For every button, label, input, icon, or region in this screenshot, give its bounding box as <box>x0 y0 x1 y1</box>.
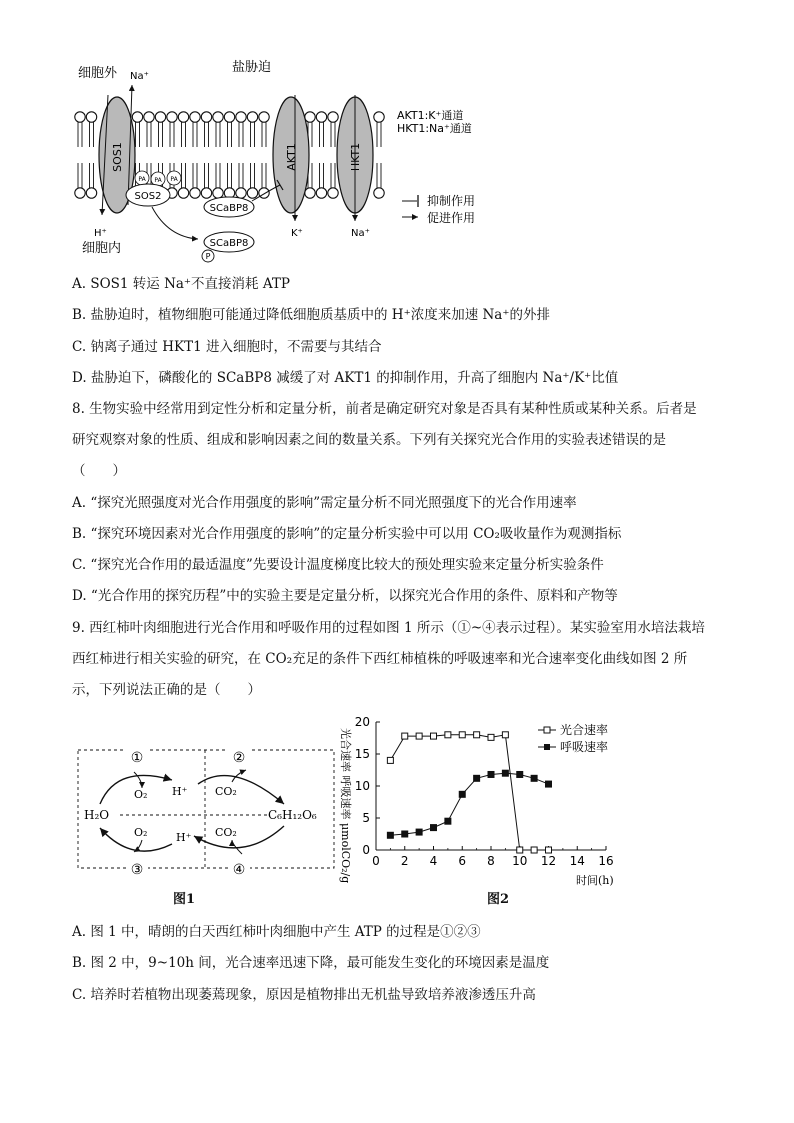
q9-option-b: B. 图 2 中，9~10h 间，光合速率迅速下降，最可能发生变化的环境因素是温度 <box>72 955 550 971</box>
phosphate-label: P <box>205 252 211 261</box>
o2-top-label: O₂ <box>134 788 148 801</box>
data-point-1 <box>502 770 508 776</box>
data-point-1 <box>474 775 480 781</box>
data-point-1 <box>531 775 537 781</box>
figure2-caption: 图2 <box>487 892 510 907</box>
akt1-label: AKT1 <box>285 143 298 171</box>
legend-hkt1: HKT1:Na⁺通道 <box>397 122 472 135</box>
q7-option-d: D. 盐胁迫下，磷酸化的 SCaBP8 减缓了对 AKT1 的抑制作用，升高了细胞内 Na⁺/K⁺比值 <box>72 370 619 386</box>
y-tick-label: 10 <box>354 779 370 793</box>
q9-stem-3: 示，下列说法正确的是（ ） <box>72 682 261 698</box>
data-point-0 <box>459 732 465 738</box>
co2-top-label: CO₂ <box>215 785 237 798</box>
q8-option-d: D. “光合作用的探究历程”中的实验主要是定量分析，以探究光合作用的条件、原料和产物等 <box>72 588 618 604</box>
h-bottom-label: H⁺ <box>94 228 107 239</box>
scabp8-label-a: SCaBP8 <box>209 203 249 214</box>
x-tick-label: 2 <box>400 854 409 868</box>
x-tick-label: 6 <box>458 854 467 868</box>
q8-stem-3: （ ） <box>72 463 126 479</box>
pa-label-2: PA <box>154 177 162 184</box>
data-point-0 <box>445 732 451 738</box>
scabp8-label-b: SCaBP8 <box>209 238 249 249</box>
h-top-label: H⁺ <box>172 785 188 798</box>
data-point-1 <box>431 825 437 831</box>
x-tick-label: 10 <box>512 854 528 868</box>
q9-stem-1: 9. 西红柿叶肉细胞进行光合作用和呼吸作用的过程如图 1 所示（①~④表示过程）。某实验室用水培法栽培 <box>72 620 705 636</box>
data-point-1 <box>546 781 552 787</box>
x-tick-label: 12 <box>540 854 557 868</box>
k-bottom-label: K⁺ <box>291 228 303 239</box>
legend-inhibit: 抑制作用 <box>427 194 476 208</box>
q8-stem-1: 8. 生物实验中经常用到定性分析和定量分析，前者是确定研究对象是否具有某种性质或某种关系。后者是 <box>72 401 697 417</box>
x-tick-label: 4 <box>429 854 438 868</box>
process-2-label: ② <box>232 750 246 766</box>
o2-bottom-label: O₂ <box>134 826 148 839</box>
legend-marker-resp <box>544 744 550 750</box>
legend-photosynthesis: 光合速率 <box>560 723 609 737</box>
y-tick-label: 15 <box>354 747 370 761</box>
y-tick-label: 5 <box>362 811 370 825</box>
process-3-label: ③ <box>130 862 144 878</box>
process-1-label: ① <box>130 750 144 766</box>
data-point-1 <box>517 771 523 777</box>
x-tick-label: 14 <box>569 854 585 868</box>
salt-stress-label: 盐胁迫 <box>232 60 272 75</box>
legend-respiration: 呼吸速率 <box>560 740 609 754</box>
data-point-1 <box>488 771 494 777</box>
y-axis-label: 光合速率 呼吸速率 μmolCO₂/g <box>339 728 352 884</box>
hkt1-label: HKT1 <box>349 142 362 172</box>
figure1-process-diagram <box>72 740 342 910</box>
phosphorylation-arrow <box>152 207 198 239</box>
data-point-0 <box>546 847 552 853</box>
chart-series <box>387 732 551 853</box>
h2o-label: H₂O <box>84 808 110 822</box>
process-4-label: ④ <box>232 862 246 878</box>
data-point-1 <box>445 818 451 824</box>
q7-option-c: C. 钠离子通过 HKT1 进入细胞时，不需要与其结合 <box>72 339 382 355</box>
q7-option-a: A. SOS1 转运 Na⁺不直接消耗 ATP <box>72 276 290 292</box>
q8-stem-2: 研究观察对象的性质、组成和影响因素之间的数量关系。下列有关探究光合作用的实验表述错误的是 <box>72 432 666 448</box>
inside-label: 细胞内 <box>82 241 122 256</box>
data-point-0 <box>517 847 523 853</box>
x-tick-label: 0 <box>372 854 380 868</box>
legend-promote: 促进作用 <box>427 211 476 225</box>
q9-stem-2: 西红柿进行相关实验的研究，在 CO₂充足的条件下西红柿植株的呼吸速率和光合速率变化曲线如图 2 所 <box>72 651 688 667</box>
glucose-label: C₆H₁₂O₆ <box>268 808 317 822</box>
q8-option-b: B. “探究环境因素对光合作用强度的影响”的定量分析实验中可以用 CO₂吸收量作为观测指标 <box>72 526 622 542</box>
data-point-0 <box>402 733 408 739</box>
pa-label-1: PA <box>138 176 146 183</box>
data-point-1 <box>402 831 408 837</box>
figure2-chart <box>310 712 630 892</box>
figure1-caption: 图1 <box>173 892 196 907</box>
data-point-0 <box>416 733 422 739</box>
sos2-label: SOS2 <box>134 191 162 202</box>
data-point-1 <box>459 791 465 797</box>
x-tick-label: 16 <box>598 854 614 868</box>
q8-option-a: A. “探究光照强度对光合作用强度的影响”需定量分析不同光照强度下的光合作用速率 <box>72 495 577 511</box>
sos1-label: SOS1 <box>111 142 124 172</box>
legend <box>538 722 608 754</box>
data-point-1 <box>387 832 393 838</box>
q8-option-c: C. “探究光合作用的最适温度”先要设计温度梯度比较大的预处理实验来定量分析实验条件 <box>72 557 604 573</box>
pa-label-3: PA <box>170 176 178 183</box>
na-top-label: Na⁺ <box>130 71 149 82</box>
co2-bottom-label: CO₂ <box>215 826 237 839</box>
data-point-0 <box>502 732 508 738</box>
data-point-1 <box>416 829 422 835</box>
na-bottom-label: Na⁺ <box>351 228 370 239</box>
q7-option-b: B. 盐胁迫时，植物细胞可能通过降低细胞质基质中的 H⁺浓度来加速 Na⁺的外排 <box>72 307 550 323</box>
q9-option-a: A. 图 1 中，晴朗的白天西红柿叶肉细胞中产生 ATP 的过程是①②③ <box>72 924 481 940</box>
data-point-0 <box>387 757 393 763</box>
x-axis-label: 时间(h) <box>576 874 614 887</box>
data-point-0 <box>431 733 437 739</box>
data-point-0 <box>488 734 494 740</box>
h-bottom-fig1-label: H⁺ <box>176 831 192 844</box>
data-point-0 <box>474 732 480 738</box>
series-line-1 <box>390 773 548 835</box>
process-4-arrow <box>194 826 284 848</box>
outside-label: 细胞外 <box>78 66 118 81</box>
data-point-0 <box>531 847 537 853</box>
chart-axes <box>355 715 614 868</box>
y-tick-label: 20 <box>354 715 370 729</box>
legend-akt1: AKT1:K⁺通道 <box>397 109 464 122</box>
x-tick-label: 8 <box>487 854 495 868</box>
y-tick-label: 0 <box>362 843 370 857</box>
process-2-arrow <box>198 776 284 804</box>
q9-option-c: C. 培养时若植物出现萎蔫现象，原因是植物排出无机盐导致培养液渗透压升高 <box>72 987 536 1003</box>
legend-marker-photo <box>544 727 550 733</box>
membrane-figure <box>72 55 512 270</box>
